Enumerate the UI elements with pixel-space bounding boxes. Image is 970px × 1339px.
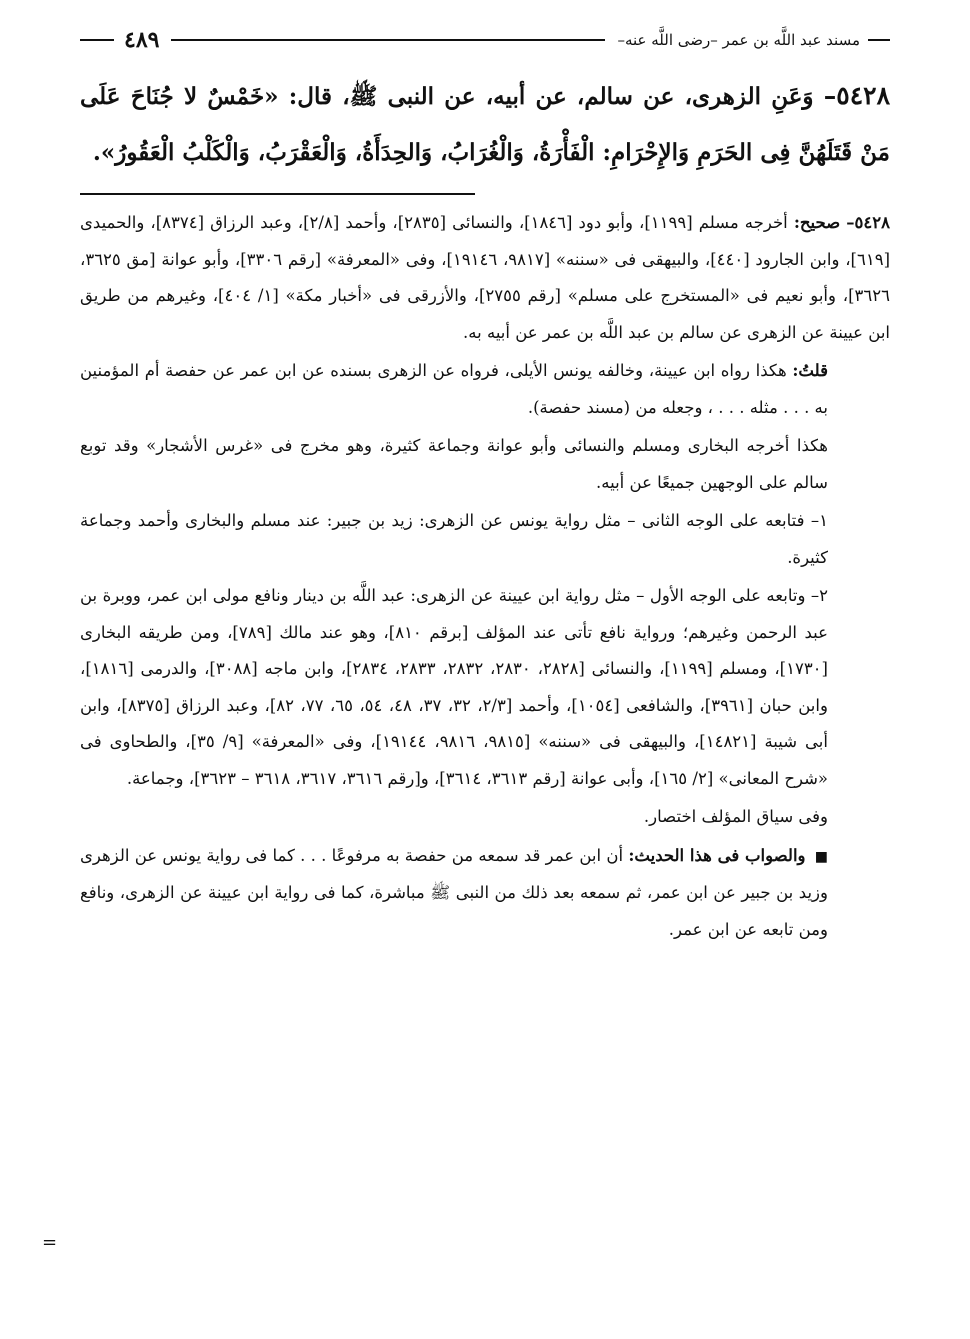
sawab-paragraph — [80, 838, 890, 949]
sawab-text: أن ابن عمر قد سمعه من حفصة به مرفوعًا . . . كما فى رواية يونس عن الزهرى وزيد بن جبير عن ابن عمر، ثم سمعه بعد ذلك من النبى ﷺ مباشرة، كما فى رواية ابن عيينة عن الزهرى، ونافع ومن تابعه عن ابن عمر. — [80, 845, 828, 939]
takhrij-number: ٥٤٢٨– — [846, 213, 890, 232]
separator-rule — [80, 193, 475, 195]
grade-label: صحيح: — [793, 213, 841, 232]
header-dash — [80, 39, 114, 41]
header-dash — [868, 39, 890, 41]
paragraph-5: ٢– وتابعه على الوجه الأول – مثل رواية ابن عيينة عن الزهرى: عبد اللَّه بن دينار ونافع مولى ابن عمر، ووبرة بن عبد الرحمن وغيرهم؛ ورواية نافع تأتى عند المؤلف [برقم ٨١٠]، وهو عند مالك [٧٨٩]، ومن طريقه البخارى [١٧٣٠]، ومسلم [١١٩٩]، والنسائى [٢٨٢٨، ٢٨٣٠، ٢٨٣٢، ٢٨٣٣، ٢٨٣٤]، وابن ماجه [٣٠٨٨]، والدرمى [١٨١٦]، وابن حبان [٣٩٦١]، والشافعى [١٠٥٤]، وأحمد [٢/٣، ٣٢، ٣٧، ٤٨، ٥٤، ٦٥، ٧٧، ٨٢]، وعبد الرزاق [٨٣٧٥]، وابن أبى شيبة [١٤٨٢١]، والبيهقى فى «سننه» [٩٨١٥، ٩٨١٦، ١٩١٤٤]، وفى «المعرفة» [٩/ ٣٥]، والطحاوى فى «شرح المعانى» [٢/ ١٦٥]، وأبى عوانة [رقم ٣٦١٣، ٣٦١٤]، و[رقم ٣٦١٦، ٣٦١٧، ٣٦١٨ – ٣٦٢٣]، وجماعة. — [80, 586, 829, 788]
qultu-paragraph — [80, 353, 890, 426]
takhrij-paragraph — [80, 205, 890, 351]
sawab-label: والصواب فى هذا الحديث: — [628, 845, 806, 865]
takhrij-text: أخرجه مسلم [١١٩٩]، وأبو دود [١٨٤٦]، والنسائى [٢٨٣٥]، وأحمد [٢/٨]، وعبد الرزاق [٨٣٧٤]، والحميدى [٦١٩]، وابن الجارود [٤٤٠]، والبيهقى فى «سننه» [٩٨١٧، ١٩١٤٦]، وفى «المعرفة» [رقم ٣٣٠٦]، وأبو عوانة [مق ٣٦٢٥، ٣٦٢٦]، وأبو نعيم فى «المستخرج على مسلم» [رقم ٢٧٥٥]، والأزرقى فى «أخبار مكة» [١/ ٤٠٤]، وغيرهم من طريق ابن عيينة عن الزهرى عن سالم بن عبد اللَّه بن عمر عن أبيه به. — [80, 213, 890, 342]
page-number: ٤٨٩ — [124, 27, 160, 53]
qultu-text: هكذا رواه ابن عيينة، وخالفه يونس الأيلى، فرواه عن الزهرى بسنده عن ابن عمر عن حفصة أم المؤمنين به . . . مثله . . . ، وجعله من (مسند حفصة). — [80, 361, 828, 417]
paragraph-4: ١– فتابعه على الوجه الثانى – مثل رواية يونس عن الزهرى: زيد بن جبير: عند مسلم والبخارى وأحمد وجماعة كثيرة. — [80, 511, 828, 567]
hadith-body: وَعَنِ الزهرى، عن سالم، عن أبيه، عن النبى ﷺ، قال: «خَمْسٌ لا جُنَاحَ عَلَى مَنْ قَتَلَهُنَّ فِى الحَرَمِ وَالإِحْرَامِ: الْفَأْرَةُ، وَالْغُرَابُ، وَالحِدَأَةُ، وَالْعَقْرَبُ، وَالْكَلْبُ الْعَقُورُ». — [80, 83, 890, 166]
running-title: مسند عبد اللَّه بن عمر –رضى اللَّه عنه– — [617, 31, 860, 49]
page-header — [80, 20, 890, 60]
paragraph-3: هكذا أخرجه البخارى ومسلم والنسائى وأبو عوانة وجماعة كثيرة، وهو مخرج فى «غرس الأشجار» وقد توبع سالم على الوجهين جميعًا عن أبيه. — [80, 436, 828, 492]
continuation-mark: = — [42, 1232, 58, 1253]
square-bullet-icon: ■ — [814, 848, 829, 865]
paragraph-6: وفى سياق المؤلف اختصار. — [643, 807, 828, 826]
header-rule — [171, 39, 605, 41]
commentary — [80, 205, 890, 948]
qultu-label: قلتُ: — [792, 361, 828, 380]
hadith-text — [80, 68, 890, 181]
document-page — [80, 20, 890, 950]
hadith-number: ٥٤٢٨– — [823, 81, 890, 110]
